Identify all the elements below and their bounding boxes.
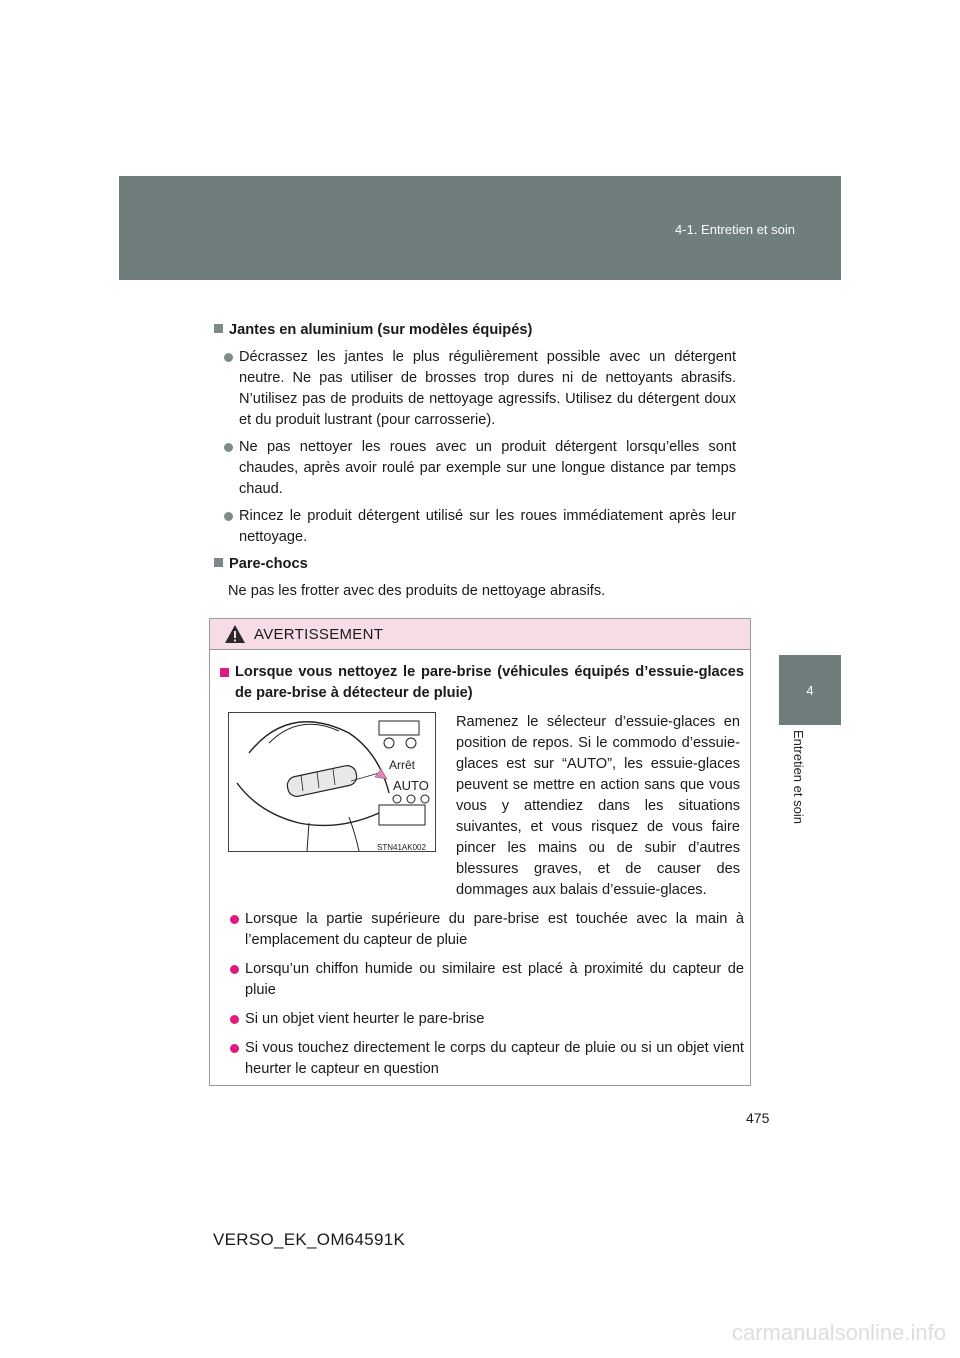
circle-bullet-icon <box>224 443 233 452</box>
footer-code: VERSO_EK_OM64591K <box>213 1230 406 1249</box>
list-item: Si vous touchez directement le corps du capteur de pluie ou si un objet vient heurter le capteur en question <box>230 1038 744 1080</box>
section-title-pare-chocs: Pare-chocs <box>214 554 736 575</box>
list-item: Ne pas nettoyer les roues avec un produit détergent lorsqu’elles sont chaudes, après avoir roulé par exemple sur une longue distance par temps chaud. <box>224 437 736 500</box>
circle-bullet-icon <box>224 353 233 362</box>
list-item: Si un objet vient heurter le pare-brise <box>230 1009 744 1030</box>
list-item: Rincez le produit détergent utilisé sur les roues immédiatement après leur nettoyage. <box>224 506 736 548</box>
label-arret: Arrêt <box>389 758 416 772</box>
warning-heading: AVERTISSEMENT <box>254 625 384 643</box>
list-item: Lorsque la partie supérieure du pare-brise est touchée avec la main à l’emplacement du capteur de pluie <box>230 909 744 951</box>
circle-bullet-icon <box>230 915 239 924</box>
section-header: 4-1. Entretien et soin <box>675 222 795 237</box>
warning-box <box>209 618 751 1086</box>
illustration-code: STN41AK002 <box>377 843 426 852</box>
header-band <box>119 176 841 280</box>
warning-header <box>210 619 750 650</box>
square-bullet-icon <box>220 668 229 677</box>
warning-title: Lorsque vous nettoyez le pare-brise (véhicules équipés d’essuie-glaces de pare-brise à détecteur de pluie) <box>220 662 744 704</box>
wiper-switch-illustration <box>228 712 436 852</box>
list-item: Décrassez les jantes le plus régulièrement possible avec un détergent neutre. Ne pas utiliser de brosses trop dures ni de nettoyants abrasifs. N’utilisez pas de produits de nettoyage agressifs. Utilisez du détergent doux et du produit lustrant (pour carrosserie). <box>224 347 736 431</box>
circle-bullet-icon <box>230 1015 239 1024</box>
watermark: carmanualsonline.info <box>731 1320 946 1345</box>
wiper-warning-text: Ramenez le sélecteur d’essuie-glaces en position de repos. Si le commodo d’essuie-glaces est sur “AUTO”, les essuie-glaces peuvent se mettre en action sans que vous vous y attendiez dans les situations suivantes, et vous risquez de vous faire pincer les mains ou de subir d’autres blessures graves, et de causer des dommages aux balais d’essuie-glaces. <box>456 714 740 898</box>
circle-bullet-icon <box>224 512 233 521</box>
warning-triangle-icon <box>224 624 246 644</box>
section-title-jantes: Jantes en aluminium (sur modèles équipés) <box>214 320 736 341</box>
square-bullet-icon <box>214 558 223 567</box>
label-auto: AUTO <box>393 778 429 793</box>
chapter-label: Entretien et soin <box>791 730 806 824</box>
circle-bullet-icon <box>230 1044 239 1053</box>
chapter-number-tab <box>779 655 841 725</box>
main-content <box>214 320 736 602</box>
page-number: 475 <box>746 1110 770 1126</box>
square-bullet-icon <box>214 324 223 333</box>
list-item: Lorsqu’un chiffon humide ou similaire est placé à proximité du capteur de pluie <box>230 959 744 1001</box>
circle-bullet-icon <box>230 965 239 974</box>
chapter-number: 4 <box>806 682 814 698</box>
pare-chocs-text: Ne pas les frotter avec des produits de nettoyage abrasifs. <box>228 583 606 599</box>
